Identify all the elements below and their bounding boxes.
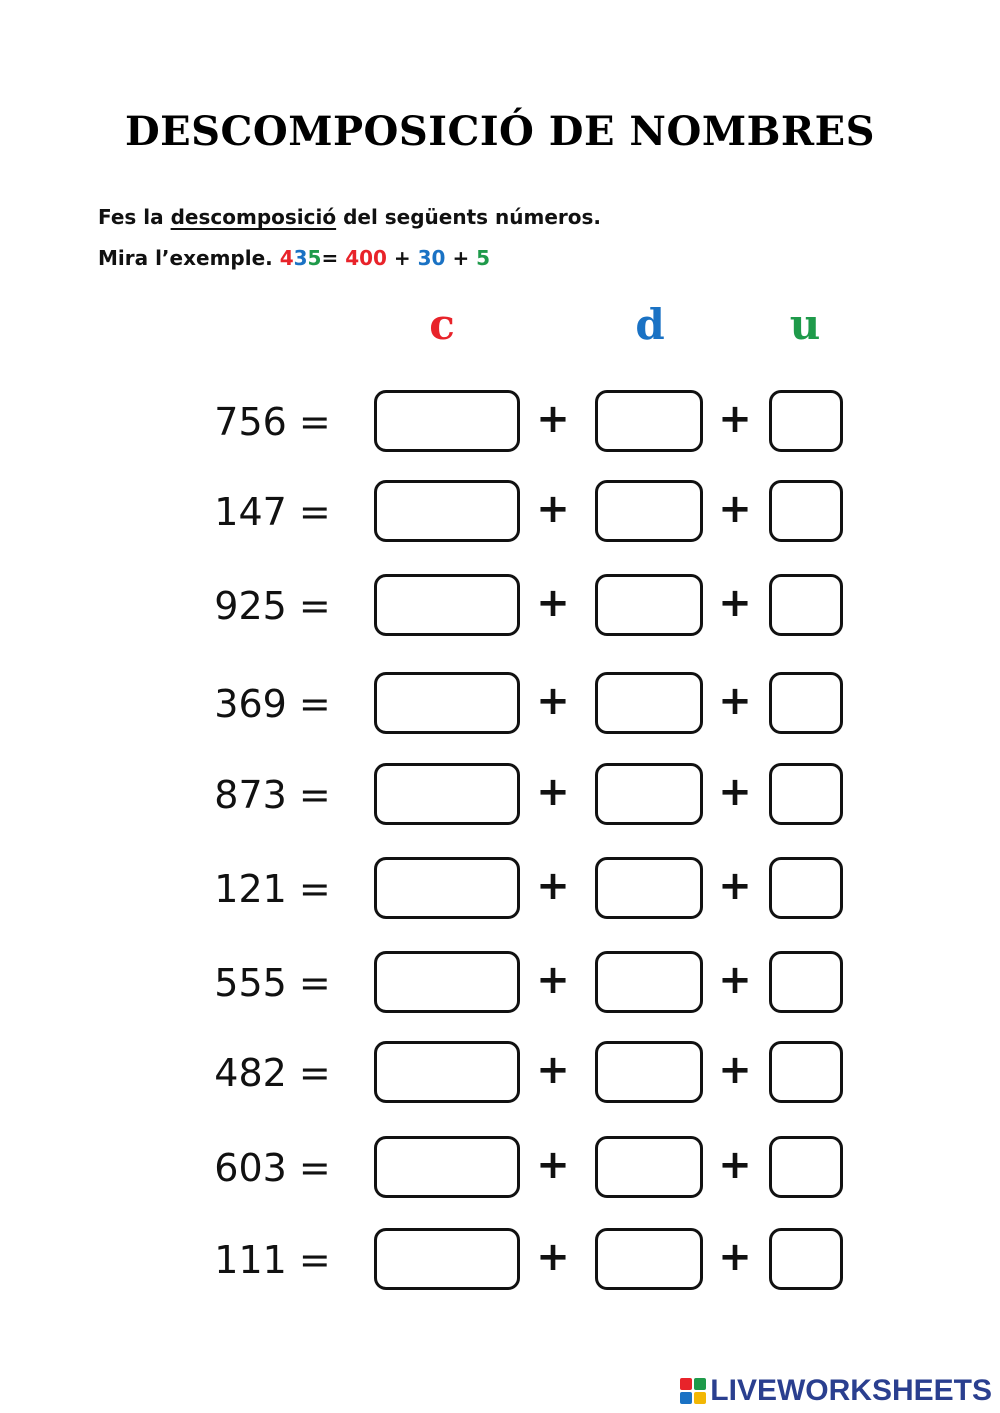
exercise-number: 369 = xyxy=(214,682,331,726)
tens-answer-box[interactable] xyxy=(595,951,703,1013)
hundreds-answer-box[interactable] xyxy=(374,390,520,452)
plus-sign: + xyxy=(536,769,570,815)
exercise-row xyxy=(0,1041,1000,1109)
units-answer-box[interactable] xyxy=(769,480,843,542)
example-plus-2: + xyxy=(445,246,477,270)
units-answer-box[interactable] xyxy=(769,672,843,734)
plus-sign: + xyxy=(718,957,752,1003)
hundreds-answer-box[interactable] xyxy=(374,763,520,825)
example-digit-hundreds: 4 xyxy=(279,246,294,270)
plus-sign: + xyxy=(718,1142,752,1188)
units-answer-box[interactable] xyxy=(769,763,843,825)
hundreds-answer-box[interactable] xyxy=(374,672,520,734)
exercise-number: 873 = xyxy=(214,773,331,817)
plus-sign: + xyxy=(718,580,752,626)
example-digit-tens: 3 xyxy=(293,246,308,270)
plus-sign: + xyxy=(718,769,752,815)
plus-sign: + xyxy=(718,396,752,442)
exercise-row xyxy=(0,574,1000,642)
liveworksheets-logo-text: LIVEWORKSHEETS xyxy=(710,1374,992,1407)
units-answer-box[interactable] xyxy=(769,1228,843,1290)
exercise-number: 756 = xyxy=(214,400,331,444)
page-title: DESCOMPOSICIÓ DE NOMBRES xyxy=(124,108,876,155)
plus-sign: + xyxy=(718,678,752,724)
hundreds-answer-box[interactable] xyxy=(374,1228,520,1290)
hundreds-answer-box[interactable] xyxy=(374,480,520,542)
plus-sign: + xyxy=(536,1142,570,1188)
example-intro: Mira l’exemple. xyxy=(98,246,280,270)
tens-answer-box[interactable] xyxy=(595,480,703,542)
exercise-row xyxy=(0,763,1000,831)
hundreds-answer-box[interactable] xyxy=(374,1136,520,1198)
hundreds-answer-box[interactable] xyxy=(374,951,520,1013)
instruction-line-1 xyxy=(98,205,601,229)
example-units-value: 5 xyxy=(476,246,491,270)
tens-answer-box[interactable] xyxy=(595,672,703,734)
units-answer-box[interactable] xyxy=(769,951,843,1013)
example-digit-units: 5 xyxy=(307,246,322,270)
exercise-row xyxy=(0,672,1000,740)
plus-sign: + xyxy=(536,678,570,724)
tens-answer-box[interactable] xyxy=(595,390,703,452)
example-plus-1: + xyxy=(386,246,418,270)
units-answer-box[interactable] xyxy=(769,1136,843,1198)
liveworksheets-logo xyxy=(680,1374,992,1408)
plus-sign: + xyxy=(536,957,570,1003)
plus-sign: + xyxy=(536,580,570,626)
units-answer-box[interactable] xyxy=(769,1041,843,1103)
hundreds-answer-box[interactable] xyxy=(374,857,520,919)
exercise-row xyxy=(0,480,1000,548)
exercise-number: 111 = xyxy=(214,1238,331,1282)
instruction-text-end: del següents números. xyxy=(336,205,602,229)
plus-sign: + xyxy=(536,863,570,909)
plus-sign: + xyxy=(536,396,570,442)
column-header-hundreds: c xyxy=(429,300,455,349)
units-answer-box[interactable] xyxy=(769,390,843,452)
instruction-line-2 xyxy=(98,246,490,270)
exercise-row xyxy=(0,951,1000,1019)
units-answer-box[interactable] xyxy=(769,857,843,919)
column-header-units: u xyxy=(789,300,821,349)
plus-sign: + xyxy=(718,486,752,532)
tens-answer-box[interactable] xyxy=(595,574,703,636)
liveworksheets-logo-icon xyxy=(680,1378,706,1404)
plus-sign: + xyxy=(536,1234,570,1280)
plus-sign: + xyxy=(536,486,570,532)
example-equals: = xyxy=(321,246,346,270)
exercise-row xyxy=(0,390,1000,458)
hundreds-answer-box[interactable] xyxy=(374,1041,520,1103)
instruction-underlined-word: descomposició xyxy=(170,205,337,229)
tens-answer-box[interactable] xyxy=(595,763,703,825)
exercise-number: 121 = xyxy=(214,867,331,911)
hundreds-answer-box[interactable] xyxy=(374,574,520,636)
exercise-number: 555 = xyxy=(214,961,331,1005)
tens-answer-box[interactable] xyxy=(595,1041,703,1103)
column-header-tens: d xyxy=(635,300,665,349)
example-tens-value: 30 xyxy=(417,246,446,270)
exercise-row xyxy=(0,1228,1000,1296)
plus-sign: + xyxy=(536,1047,570,1093)
tens-answer-box[interactable] xyxy=(595,1136,703,1198)
exercise-number: 603 = xyxy=(214,1146,331,1190)
exercise-number: 925 = xyxy=(214,584,331,628)
units-answer-box[interactable] xyxy=(769,574,843,636)
example-hundreds-value: 400 xyxy=(345,246,387,270)
exercise-number: 147 = xyxy=(214,490,331,534)
exercise-row xyxy=(0,1136,1000,1204)
instruction-text-start: Fes la xyxy=(98,205,171,229)
plus-sign: + xyxy=(718,1234,752,1280)
plus-sign: + xyxy=(718,863,752,909)
tens-answer-box[interactable] xyxy=(595,857,703,919)
tens-answer-box[interactable] xyxy=(595,1228,703,1290)
plus-sign: + xyxy=(718,1047,752,1093)
exercise-number: 482 = xyxy=(214,1051,331,1095)
exercise-row xyxy=(0,857,1000,925)
